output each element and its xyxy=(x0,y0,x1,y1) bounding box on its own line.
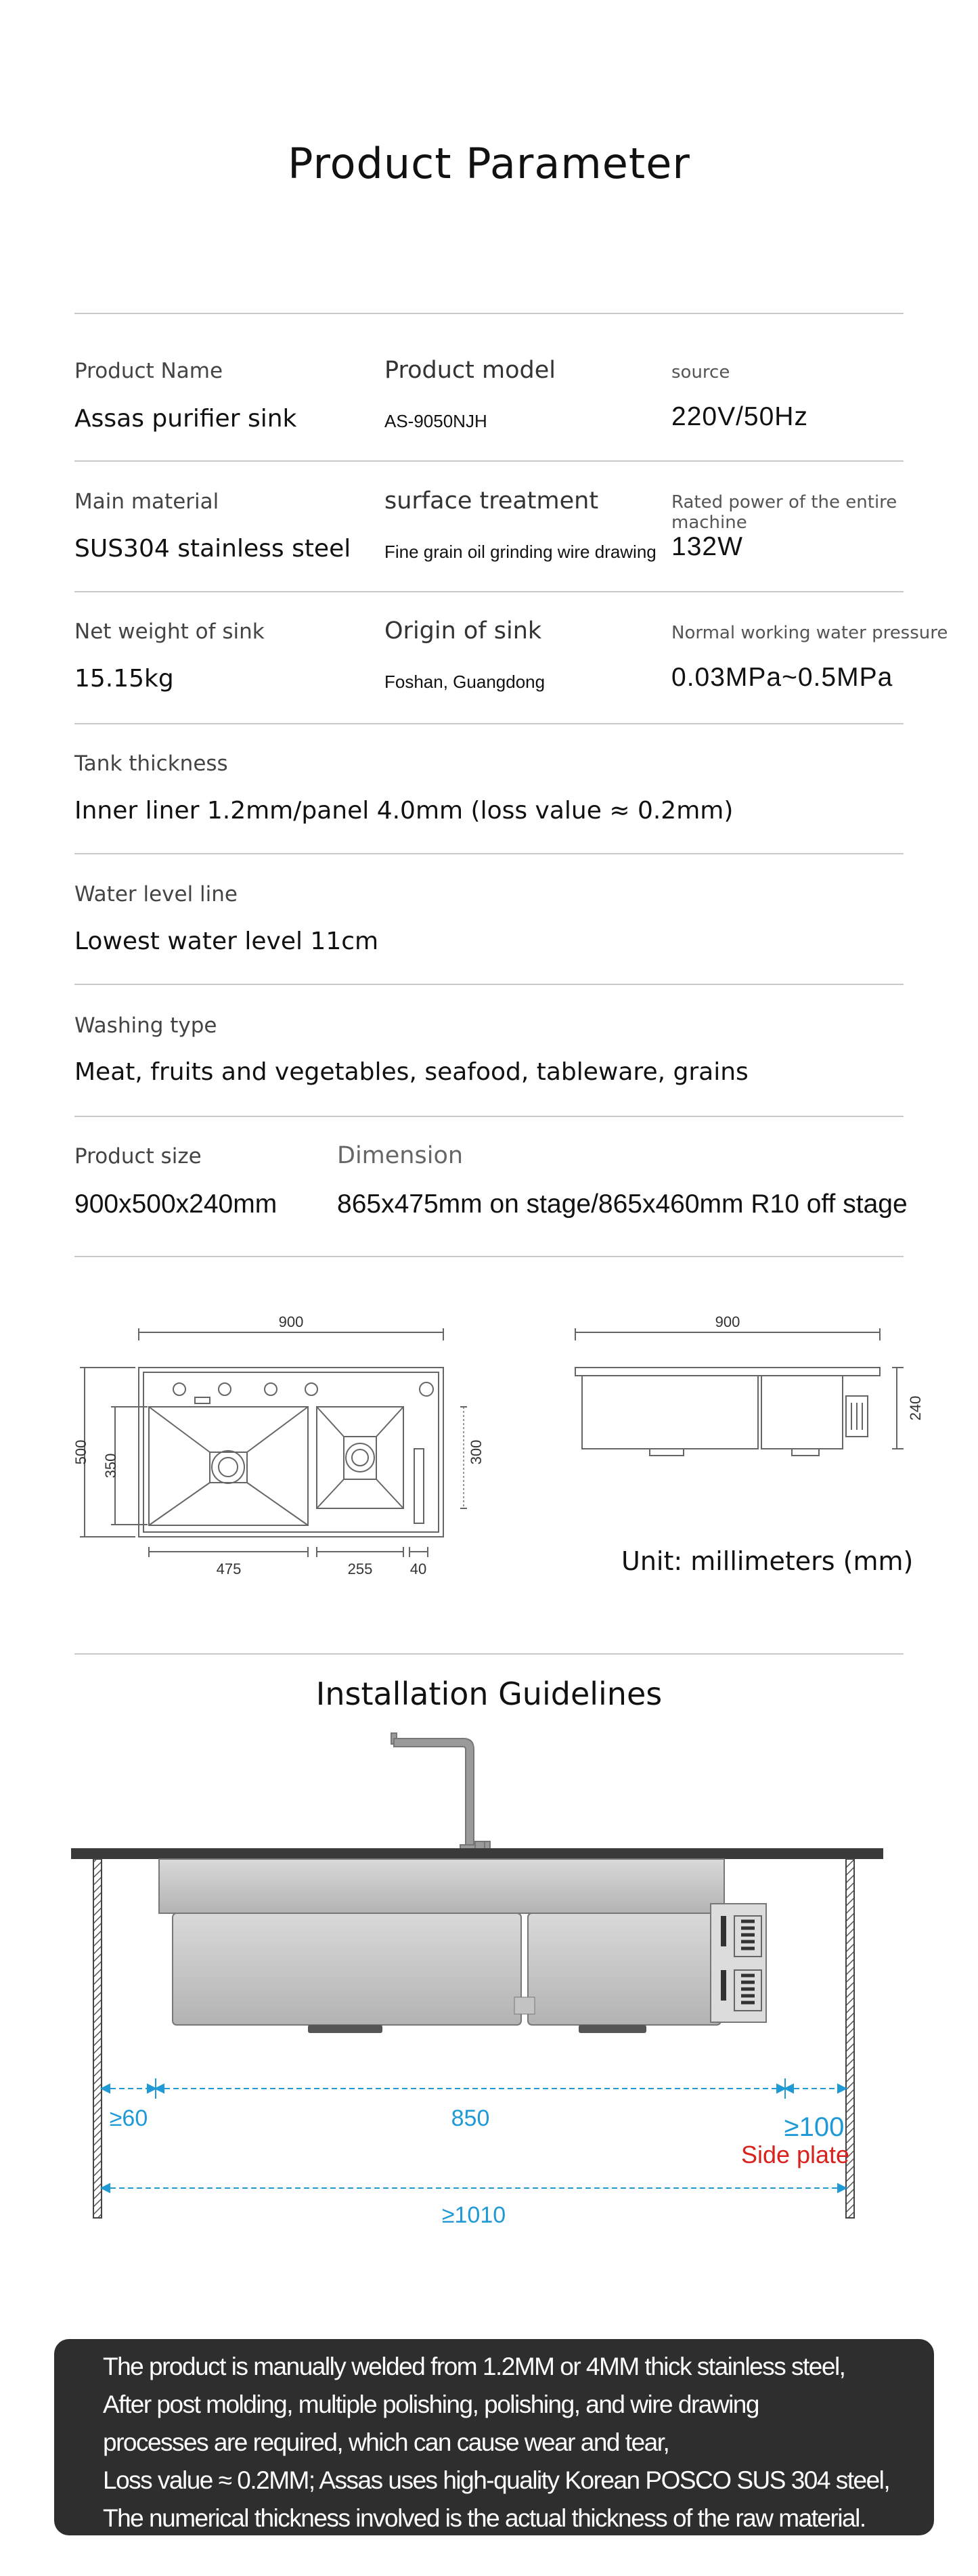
product-size-label: Product size xyxy=(74,1144,202,1169)
origin-label: Origin of sink xyxy=(384,617,542,645)
note-line-4: Loss value ≈ 0.2MM; Assas uses high-quality Korean POSCO SUS 304 steel, xyxy=(103,2466,890,2494)
product-name-value: Assas purifier sink xyxy=(74,405,297,433)
right-bowl-height-label: 300 xyxy=(468,1439,485,1465)
water-pressure-label: Normal working water pressure xyxy=(671,623,948,643)
main-material-label: Main material xyxy=(74,489,219,514)
tank-thickness-value: Inner liner 1.2mm/panel 4.0mm (loss value ≈ 0.2mm) xyxy=(74,797,734,825)
net-weight-label: Net weight of sink xyxy=(74,619,265,644)
sink-left-bowl xyxy=(173,1913,521,2025)
cabinet-wall-left xyxy=(93,1859,102,2218)
product-model-label: Product model xyxy=(384,357,556,384)
left-bowl-height-label: 350 xyxy=(102,1453,119,1479)
water-level-value: Lowest water level 11cm xyxy=(74,927,379,955)
divider xyxy=(74,313,904,314)
surface-treatment-value: Fine grain oil grinding wire drawing xyxy=(384,542,657,562)
left-bowl-width-label: 475 xyxy=(216,1560,242,1577)
water-pressure-value: 0.03MPa~0.5MPa xyxy=(671,663,893,692)
washing-type-label: Washing type xyxy=(74,1013,217,1038)
page-title: Product Parameter xyxy=(288,139,690,188)
dimension-label: Dimension xyxy=(337,1142,464,1169)
drain-left xyxy=(308,2025,382,2033)
product-size-value: 900x500x240mm xyxy=(74,1189,277,1219)
product-name-label: Product Name xyxy=(74,359,223,383)
divider xyxy=(74,591,904,592)
left-gap-label: ≥60 xyxy=(109,2105,148,2131)
purifier-unit xyxy=(711,1904,766,2022)
right-bowl-width-label: 255 xyxy=(347,1560,373,1577)
top-height-label: 500 xyxy=(72,1439,89,1465)
divider xyxy=(74,723,904,724)
installation-diagram xyxy=(68,1726,914,2254)
note-line-2: After post molding, multiple polishing, polishing, and wire drawing xyxy=(103,2391,759,2418)
countertop xyxy=(71,1848,883,1859)
divider xyxy=(74,853,904,854)
side-depth-label: 240 xyxy=(907,1395,924,1421)
side-width-label: 900 xyxy=(715,1313,740,1330)
divider xyxy=(74,984,904,985)
note-line-1: The product is manually welded from 1.2MM or 4MM thick stainless steel, xyxy=(103,2353,845,2380)
rated-power-value: 132W xyxy=(671,532,743,561)
material-note-box xyxy=(54,2339,934,2535)
main-material-value: SUS304 stainless steel xyxy=(74,535,351,563)
note-line-5: The numerical thickness involved is the actual thickness of the raw material. xyxy=(103,2504,866,2532)
installation-title: Installation Guidelines xyxy=(315,1676,663,1712)
sink-side-view-drawing xyxy=(562,1313,927,1483)
right-gap-label: ≥100 xyxy=(784,2112,845,2142)
net-weight-value: 15.15kg xyxy=(74,665,174,693)
origin-value: Foshan, Guangdong xyxy=(384,672,546,692)
side-plate-label: Side plate xyxy=(740,2141,850,2168)
tank-thickness-label: Tank thickness xyxy=(74,751,228,776)
product-model-value: AS-9050NJH xyxy=(384,411,487,431)
sink-top-view-drawing xyxy=(68,1313,485,1584)
divider xyxy=(74,1256,904,1257)
sink-right-bowl xyxy=(528,1913,721,2025)
inner-width-label: 850 xyxy=(451,2105,490,2131)
sink-top-rim xyxy=(159,1859,724,1913)
source-value: 220V/50Hz xyxy=(671,402,808,431)
divider xyxy=(74,1116,904,1117)
unit-note: Unit: millimeters (mm) xyxy=(621,1546,914,1576)
total-width-label: ≥1010 xyxy=(441,2202,506,2228)
drain-right xyxy=(579,2025,646,2033)
surface-treatment-label: surface treatment xyxy=(384,487,599,515)
dimension-lines xyxy=(102,2078,846,2192)
note-line-3: processes are required, which can cause wear and tear, xyxy=(103,2428,669,2456)
drainer-width-label: 40 xyxy=(409,1560,427,1577)
top-width-label: 900 xyxy=(278,1313,304,1330)
dimension-value: 865x475mm on stage/865x460mm R10 off stage xyxy=(337,1189,908,1219)
divider xyxy=(74,1653,904,1655)
divider xyxy=(74,460,904,462)
washing-type-value: Meat, fruits and vegetables, seafood, tableware, grains xyxy=(74,1058,749,1086)
source-label: source xyxy=(671,362,730,383)
rated-power-label: Rated power of the entire machine xyxy=(671,492,897,533)
water-level-label: Water level line xyxy=(74,882,238,907)
